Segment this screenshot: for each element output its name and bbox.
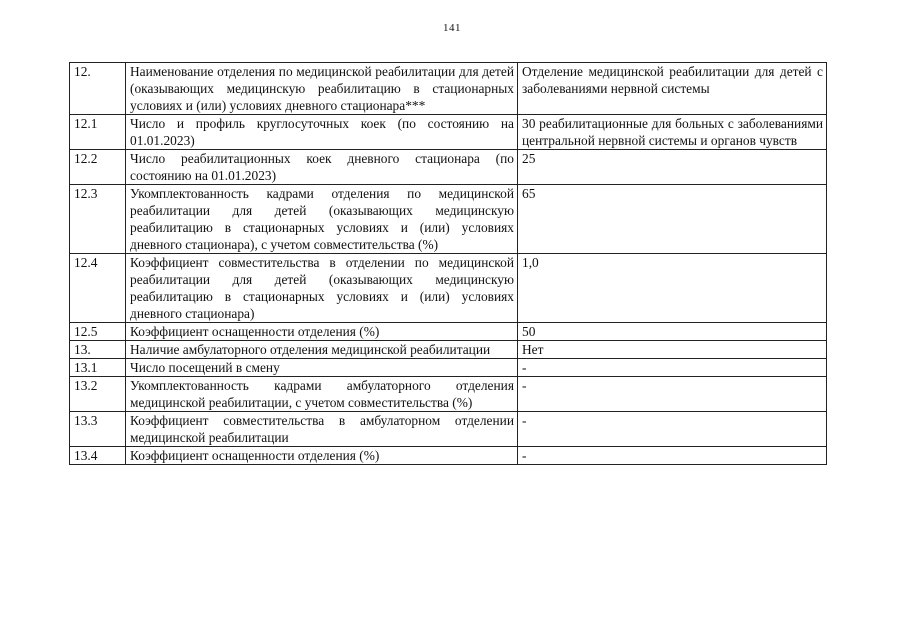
row-value: 65 <box>518 185 827 254</box>
table-row <box>70 341 827 359</box>
row-value: - <box>518 447 827 465</box>
rehabilitation-table <box>69 62 827 465</box>
table-row <box>70 377 827 412</box>
row-name: Число реабилитационных коек дневного стационара (по состоянию на 01.01.2023) <box>126 150 518 185</box>
row-name: Наименование отделения по медицинской реабилитации для детей (оказывающих медицинскую реабилитацию в стационарных условиях и (или) условиях дневного стационара*** <box>126 63 518 115</box>
row-number: 12.5 <box>70 323 126 341</box>
row-number: 12.2 <box>70 150 126 185</box>
row-name: Коэффициент совместительства в отделении по медицинской реабилитации для детей (оказывающих медицинскую реабилитацию в стационарных условиях и (или) условиях дневного стационара) <box>126 254 518 323</box>
table-row <box>70 150 827 185</box>
row-value: 1,0 <box>518 254 827 323</box>
table-row <box>70 412 827 447</box>
row-name: Наличие амбулаторного отделения медицинской реабилитации <box>126 341 518 359</box>
row-name: Коэффициент оснащенности отделения (%) <box>126 447 518 465</box>
row-name: Укомплектованность кадрами амбулаторного отделения медицинской реабилитации, с учетом совместительства (%) <box>126 377 518 412</box>
row-number: 13. <box>70 341 126 359</box>
row-number: 13.1 <box>70 359 126 377</box>
row-number: 12.1 <box>70 115 126 150</box>
row-number: 13.3 <box>70 412 126 447</box>
row-number: 12. <box>70 63 126 115</box>
table-row <box>70 359 827 377</box>
row-value: 25 <box>518 150 827 185</box>
row-name: Укомплектованность кадрами отделения по медицинской реабилитации для детей (оказывающих медицинскую реабилитацию в стационарных условиях и (или) условиях дневного стационара), с учетом совместительства (%) <box>126 185 518 254</box>
table-row <box>70 447 827 465</box>
table-row <box>70 115 827 150</box>
row-name: Число и профиль круглосуточных коек (по состоянию на 01.01.2023) <box>126 115 518 150</box>
row-value: - <box>518 377 827 412</box>
row-number: 13.4 <box>70 447 126 465</box>
row-value: Отделение медицинской реабилитации для детей с заболеваниями нервной системы <box>518 63 827 115</box>
row-value: - <box>518 412 827 447</box>
table-row <box>70 323 827 341</box>
row-value: 50 <box>518 323 827 341</box>
page-number: 141 <box>443 22 461 34</box>
row-name: Число посещений в смену <box>126 359 518 377</box>
row-number: 12.3 <box>70 185 126 254</box>
row-value: - <box>518 359 827 377</box>
row-name: Коэффициент совместительства в амбулаторном отделении медицинской реабилитации <box>126 412 518 447</box>
table-row <box>70 63 827 115</box>
table-row <box>70 185 827 254</box>
row-number: 13.2 <box>70 377 126 412</box>
row-value: 30 реабилитационные для больных с заболеваниями центральной нервной системы и органов чувств <box>518 115 827 150</box>
row-value: Нет <box>518 341 827 359</box>
row-name: Коэффициент оснащенности отделения (%) <box>126 323 518 341</box>
table-row <box>70 254 827 323</box>
row-number: 12.4 <box>70 254 126 323</box>
